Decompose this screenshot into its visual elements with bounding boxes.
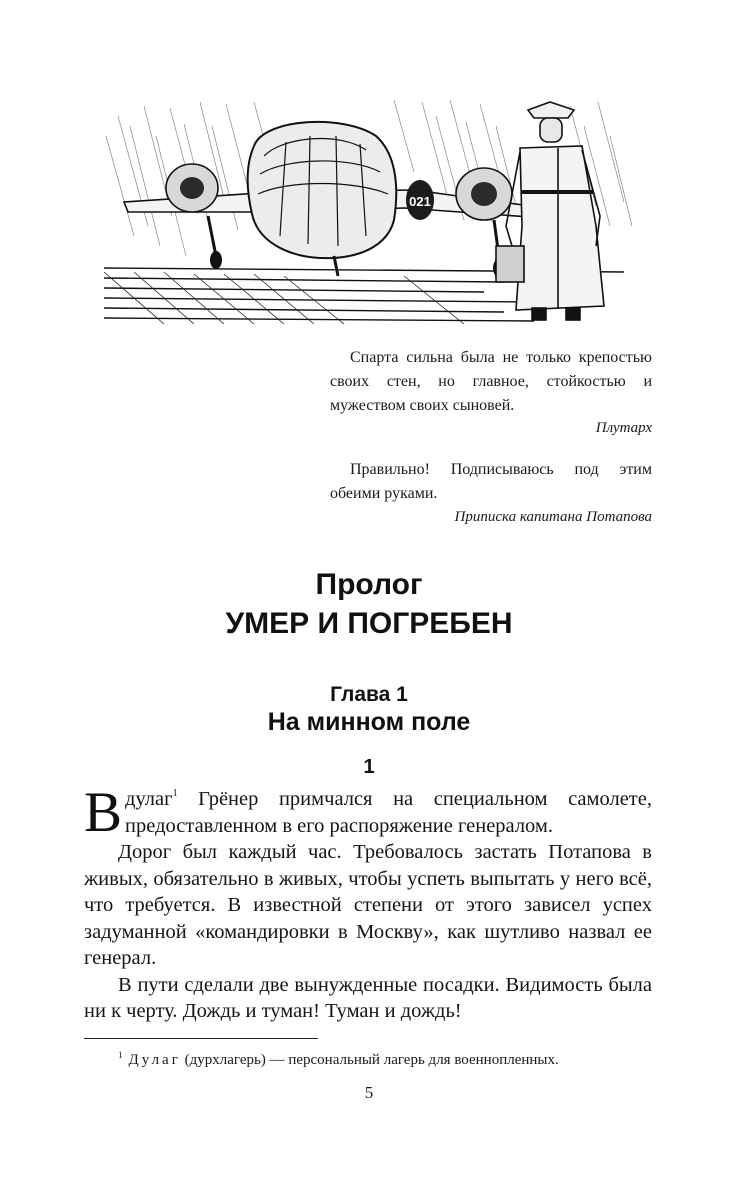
airplane-officer-rain-illustration xyxy=(104,96,634,324)
body-text xyxy=(84,781,652,1025)
footnote xyxy=(118,1050,658,1069)
footnote-number: 1 xyxy=(118,1050,123,1060)
chapter-title: На минном поле xyxy=(267,708,471,736)
footnote-text: (дурхлагерь) — персональный лагерь для военнопленных. xyxy=(180,1052,559,1068)
paragraph xyxy=(84,781,652,844)
footnote-term: Дулаг xyxy=(128,1052,181,1068)
epigraph-potapov xyxy=(330,458,652,506)
first-word: дулаг xyxy=(125,788,173,810)
paragraph: Дорог был каждый час. Требовалось застать Потапова в живых, обязательно в живых, чтобы успеть выпытать у него всё, что требуется. В известной степени от этого зависел успех задуманной «командировки в Москву», как шутливо назвал ее генерал. xyxy=(84,841,652,969)
page-number: 5 xyxy=(364,1083,374,1102)
paragraph: В пути сделали две вынужденные посадки. Видимость была ни к черту. Дождь и туман! Туман и дождь! xyxy=(84,973,652,1022)
drop-cap: В xyxy=(84,781,123,844)
footnote-ref[interactable]: 1 xyxy=(172,788,178,799)
prolog-label: Пролог xyxy=(315,568,423,601)
epigraph-text: Правильно! Подписываюсь под этим обеими руками. xyxy=(330,461,652,502)
footnote-divider xyxy=(84,1038,318,1039)
section-number: 1 xyxy=(363,756,375,778)
epigraph-plutarch xyxy=(330,346,652,418)
prolog-title: УМЕР И ПОГРЕБЕН xyxy=(225,607,513,640)
plane-number: 021 xyxy=(409,194,431,209)
chapter-label: Глава 1 xyxy=(330,683,408,706)
epigraph-author: Приписка капитана Потапова xyxy=(454,509,652,525)
first-paragraph-rest: Грёнер примчался на специальном самолете, предоставленном в его распоряжение генералом. xyxy=(125,788,652,837)
epigraph-text: Спарта сильна была не только крепостью своих стен, но главное, стойкостью и мужеством своих сыновей. xyxy=(330,349,652,414)
epigraph-author: Плутарх xyxy=(595,420,652,436)
